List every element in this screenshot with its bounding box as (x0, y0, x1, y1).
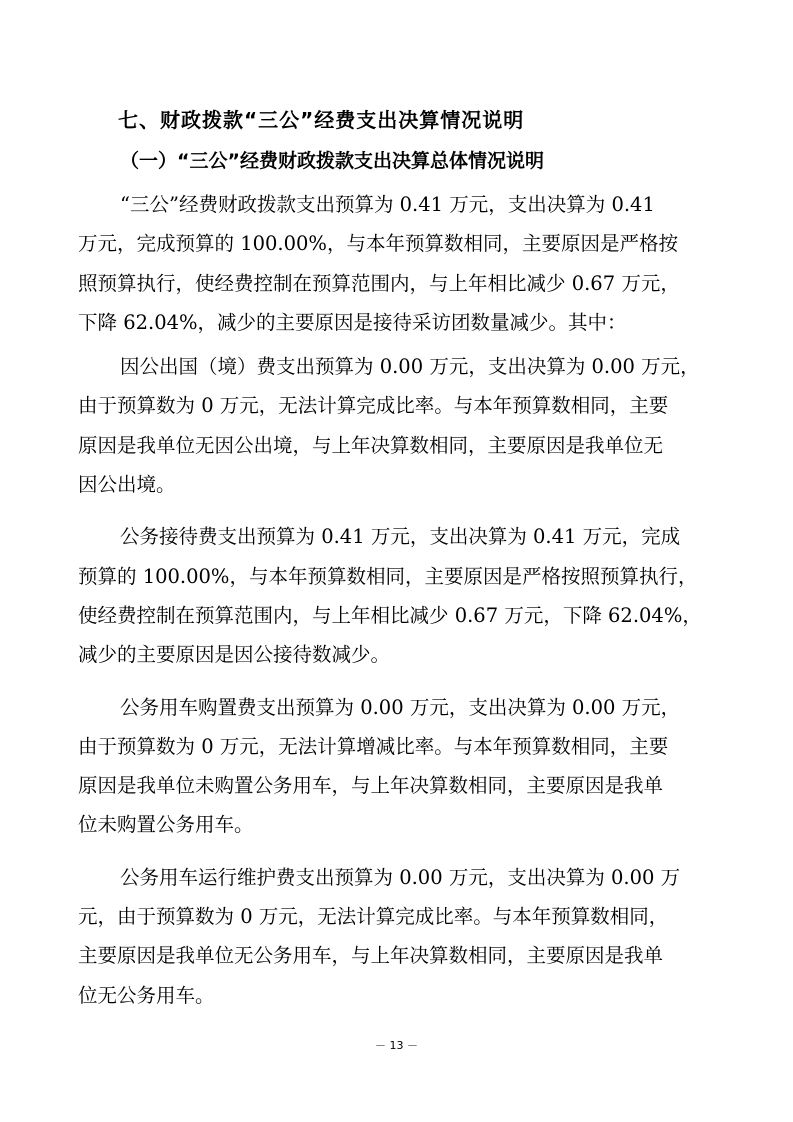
paragraph-official-reception (78, 517, 720, 674)
paragraph-line: 预算的 100.00%，与本年预算数相同，主要原因是严格按照预算执行， (78, 564, 698, 588)
paragraph-line: 由于预算数为 0 万元，无法计算增减比率。与本年预算数相同，主要 (78, 734, 669, 758)
paragraph-line: 下降 62.04%，减少的主要原因是接待采访团数量减少。其中： (78, 310, 627, 334)
paragraph-line: 位未购置公务用车。 (78, 813, 254, 837)
paragraph-line: 主要原因是我单位无公务用车，与上年决算数相同，主要原因是我单 (78, 944, 664, 968)
paragraph-line: 由于预算数为 0 万元，无法计算完成比率。与本年预算数相同，主要 (78, 394, 669, 418)
page-number: － 13 － (375, 1039, 418, 1052)
paragraph-line: 元，由于预算数为 0 万元，无法计算完成比率。与本年预算数相同， (78, 905, 669, 929)
paragraph-vehicle-purchase (78, 688, 720, 845)
paragraph-line: “三公”经费财政拨款支出预算为 0.41 万元，支出决算为 0.41 (120, 193, 655, 216)
paragraph-line: 公务用车运行维护费支出预算为 0.00 万元，支出决算为 0.00 万 (120, 865, 681, 889)
subsection-heading: （一）“三公”经费财政拨款支出决算总体情况说明 (120, 150, 544, 172)
paragraph-line: 因公出境。 (78, 473, 176, 497)
paragraph-vehicle-maintenance (78, 858, 720, 1015)
paragraph-line: 原因是我单位未购置公务用车，与上年决算数相同，主要原因是我单 (78, 774, 664, 798)
paragraph-line: 原因是我单位无因公出境，与上年决算数相同，主要原因是我单位无 (78, 433, 664, 457)
paragraph-line: 公务用车购置费支出预算为 0.00 万元，支出决算为 0.00 万元， (120, 695, 681, 719)
paragraph-overseas-travel (78, 347, 720, 504)
paragraph-line: 位无公务用车。 (78, 983, 215, 1007)
paragraph-line: 万元，完成预算的 100.00%，与本年预算数相同，主要原因是严格按 (78, 232, 678, 256)
paragraph-line: 照预算执行，使经费控制在预算范围内，与上年相比减少 0.67 万元， (78, 271, 680, 295)
paragraph-line: 减少的主要原因是因公接待数减少。 (78, 643, 391, 667)
section-heading: 七、财政拨款“三公”经费支出决算情况说明 (118, 108, 525, 132)
paragraph-line: 使经费控制在预算范围内，与上年相比减少 0.67 万元，下降 62.04%， (78, 603, 702, 627)
paragraph-overall (78, 185, 720, 342)
document-body (78, 100, 720, 1015)
paragraph-line: 因公出国（境）费支出预算为 0.00 万元，支出决算为 0.00 万元， (120, 355, 700, 379)
paragraph-line: 公务接待费支出预算为 0.41 万元，支出决算为 0.41 万元，完成 (120, 525, 681, 549)
